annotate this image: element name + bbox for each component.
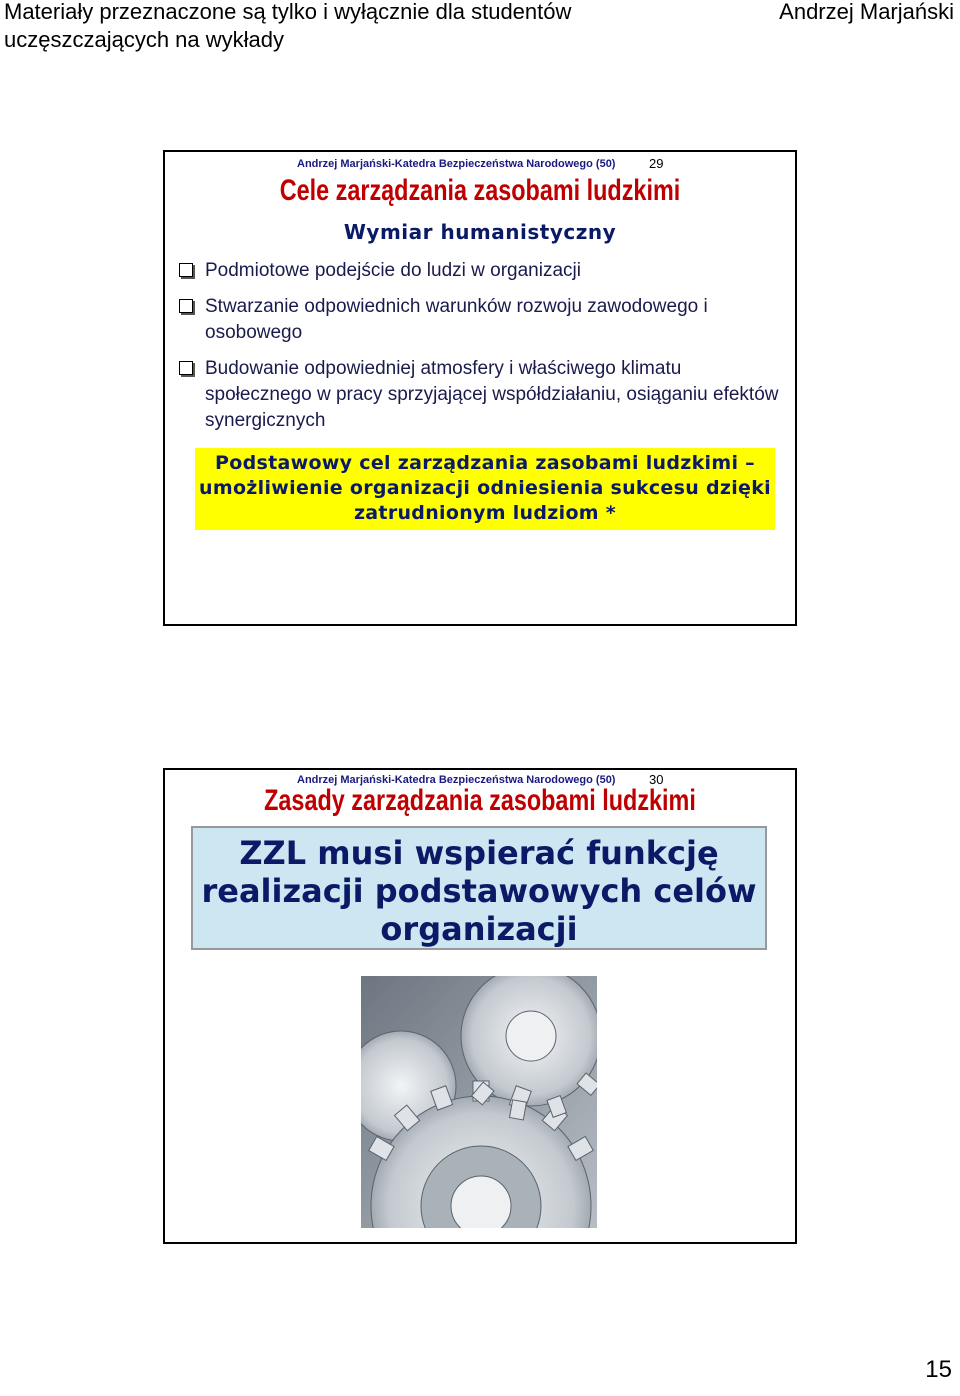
bullet-list: [179, 258, 779, 444]
checkbox-bullet-icon: [179, 361, 193, 375]
slide-number: 29: [649, 156, 664, 171]
checkbox-bullet-icon: [179, 263, 193, 277]
main-statement-box: ZZL musi wspierać funkcję realizacji podstawowych celów organizacji: [191, 826, 767, 950]
gears-illustration-icon: [361, 976, 597, 1228]
slide-number: 30: [649, 772, 664, 787]
slide-subtitle: Wymiar humanistyczny: [343, 220, 617, 244]
slide-30: [163, 768, 797, 1244]
highlight-box: Podstawowy cel zarządzania zasobami ludzkimi – umożliwienie organizacji odniesienia sukcesu dzięki zatrudnionym ludziom *: [195, 448, 775, 530]
bullet-item: Stwarzanie odpowiednich warunków rozwoju zawodowego i osobowego: [179, 294, 779, 346]
slide-credit: Andrzej Marjański-Katedra Bezpieczeństwa Narodowego (50): [297, 774, 616, 786]
header-line-2: uczęszczających na wykłady: [4, 27, 285, 52]
slide-title: Zasady zarządzania zasobami ludzkimi: [264, 784, 696, 817]
slide-title: Cele zarządzania zasobami ludzkimi: [279, 174, 681, 207]
bullet-item: Budowanie odpowiedniej atmosfery i właściwego klimatu społecznego w pracy sprzyjającej współdziałaniu, osiąganiu efektów synergicznych: [179, 356, 779, 434]
slide-credit: Andrzej Marjański-Katedra Bezpieczeństwa Narodowego (50): [297, 158, 616, 170]
header-line-1: Materiały przeznaczone są tylko i wyłącznie dla studentów: [4, 0, 572, 24]
checkbox-bullet-icon: [179, 299, 193, 313]
page-header-left: [4, 0, 571, 54]
bullet-item: Podmiotowe podejście do ludzi w organizacji: [179, 258, 779, 284]
slide-29: [163, 150, 797, 626]
page-number: 15: [925, 1356, 952, 1383]
gears-image: [361, 976, 597, 1228]
page-header-author: Andrzej Marjański: [779, 0, 954, 24]
